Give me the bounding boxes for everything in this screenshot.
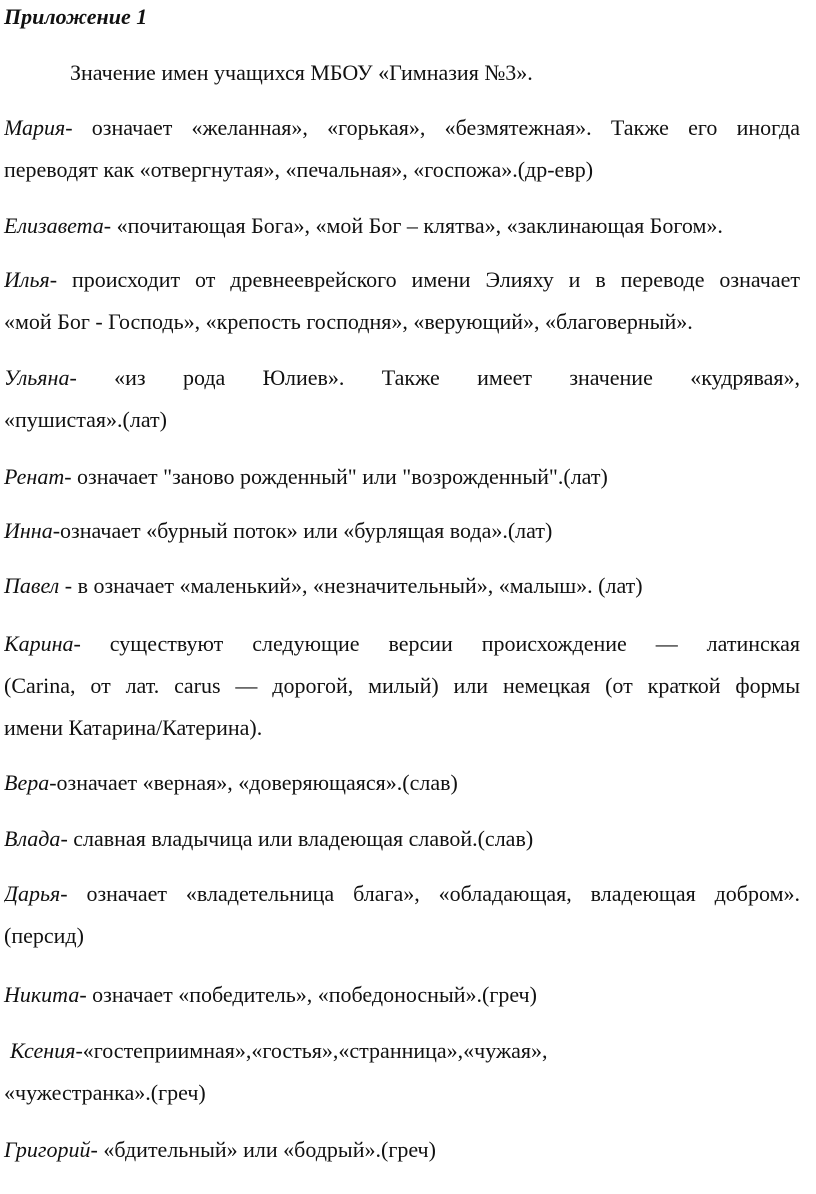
entry-text: переводят как «отвергнутая», «печальная», «госпожа».(др-евр)	[4, 157, 594, 182]
entry-line	[4, 769, 800, 811]
entry-text: - означает "заново рожденный" или "возрожденный".(лат)	[64, 464, 608, 489]
appendix-label: Приложение 1	[4, 4, 148, 29]
name-entry-pavel	[4, 572, 800, 614]
entry-line	[4, 114, 800, 156]
document-title: Значение имен учащихся МБОУ «Гимназия №3».	[70, 60, 533, 85]
entry-name: Карина	[4, 631, 74, 656]
entry-name: Павел	[4, 573, 60, 598]
entry-name: Елизавета	[4, 213, 104, 238]
entry-line	[4, 981, 800, 1023]
entry-text: - означает «победитель», «победоносный».(греч)	[79, 982, 537, 1007]
entry-line	[4, 308, 800, 350]
entry-text: - «бдительный» или «бодрый».(греч)	[90, 1137, 436, 1162]
entry-line	[4, 922, 800, 964]
entry-text: «чужестранка».(греч)	[4, 1080, 206, 1105]
entry-name: Инна	[4, 518, 53, 543]
entry-name: Влада	[4, 826, 61, 851]
entry-name: Илья	[4, 267, 50, 292]
entry-name: Ксения	[10, 1038, 76, 1063]
entry-line	[4, 1079, 800, 1121]
entry-line	[4, 714, 800, 756]
entry-text: - происходит от древнееврейского имени Элияху и в переводе означает	[49, 267, 800, 292]
entry-line	[4, 406, 800, 448]
name-entry-darya	[4, 880, 800, 964]
entry-line	[4, 212, 800, 254]
name-entry-grigoriy	[4, 1136, 800, 1178]
entry-text: - означает «желанная», «горькая», «безмятежная». Также его иногда	[65, 115, 800, 140]
entry-name: Никита	[4, 982, 80, 1007]
entry-text: - «из рода Юлиев». Также имеет значение «кудрявая»,	[69, 365, 800, 390]
name-entry-vera	[4, 769, 800, 811]
entry-line	[4, 364, 800, 406]
name-entry-kseniya	[10, 1037, 806, 1079]
entry-text: «пушистая».(лат)	[4, 407, 167, 432]
entry-line	[4, 672, 800, 714]
entry-line	[4, 825, 800, 867]
name-entry-maria	[4, 114, 800, 198]
entry-name: Ренат	[4, 464, 65, 489]
name-entry-vlada	[4, 825, 800, 867]
name-entry-elizaveta	[4, 212, 800, 254]
entry-line	[4, 266, 800, 308]
entry-text: - означает «владетельница блага», «обладающая, владеющая добром».	[60, 881, 800, 906]
entry-text: - «почитающая Бога», «мой Бог – клятва», «заклинающая Богом».	[103, 213, 723, 238]
entry-line	[4, 463, 800, 505]
name-entry-ilya	[4, 266, 800, 350]
entry-name: Григорий	[4, 1137, 91, 1162]
entry-text: -означает «бурный поток» или «бурлящая вода».(лат)	[52, 518, 553, 543]
entry-line	[4, 517, 800, 559]
entry-line	[4, 1136, 800, 1178]
entry-name: Дарья	[4, 881, 61, 906]
entry-text: - в означает «маленький», «незначительный», «малыш». (лат)	[59, 573, 643, 598]
entry-text: (Carina, от лат. carus — дорогой, милый) или немецкая (от краткой формы	[4, 673, 800, 698]
name-entry-kseniya-continuation	[4, 1079, 800, 1121]
entry-text: - славная владычица или владеющая славой.(слав)	[60, 826, 534, 851]
name-entry-inna	[4, 517, 800, 559]
entry-text: - существуют следующие версии происхождение — латинская	[73, 631, 800, 656]
entry-text: -означает «верная», «доверяющаяся».(слав)	[49, 770, 458, 795]
name-entry-ulyana	[4, 364, 800, 448]
entry-name: Мария	[4, 115, 66, 140]
entry-text: «мой Бог - Господь», «крепость господня», «верующий», «благоверный».	[4, 309, 693, 334]
entry-name: Вера	[4, 770, 50, 795]
entry-line	[10, 1037, 806, 1079]
entry-text: имени Катарина/Катерина).	[4, 715, 263, 740]
name-entry-nikita	[4, 981, 800, 1023]
name-entry-renat	[4, 463, 800, 505]
entry-line	[4, 880, 800, 922]
name-entry-karina	[4, 630, 800, 756]
entry-line	[4, 630, 800, 672]
entry-text: -«гостеприимная»,«гостья»,«странница»,«чужая»,	[75, 1038, 548, 1063]
entry-line	[4, 156, 800, 198]
entry-line	[4, 572, 800, 614]
entry-name: Ульяна	[4, 365, 70, 390]
entry-text: (персид)	[4, 923, 84, 948]
